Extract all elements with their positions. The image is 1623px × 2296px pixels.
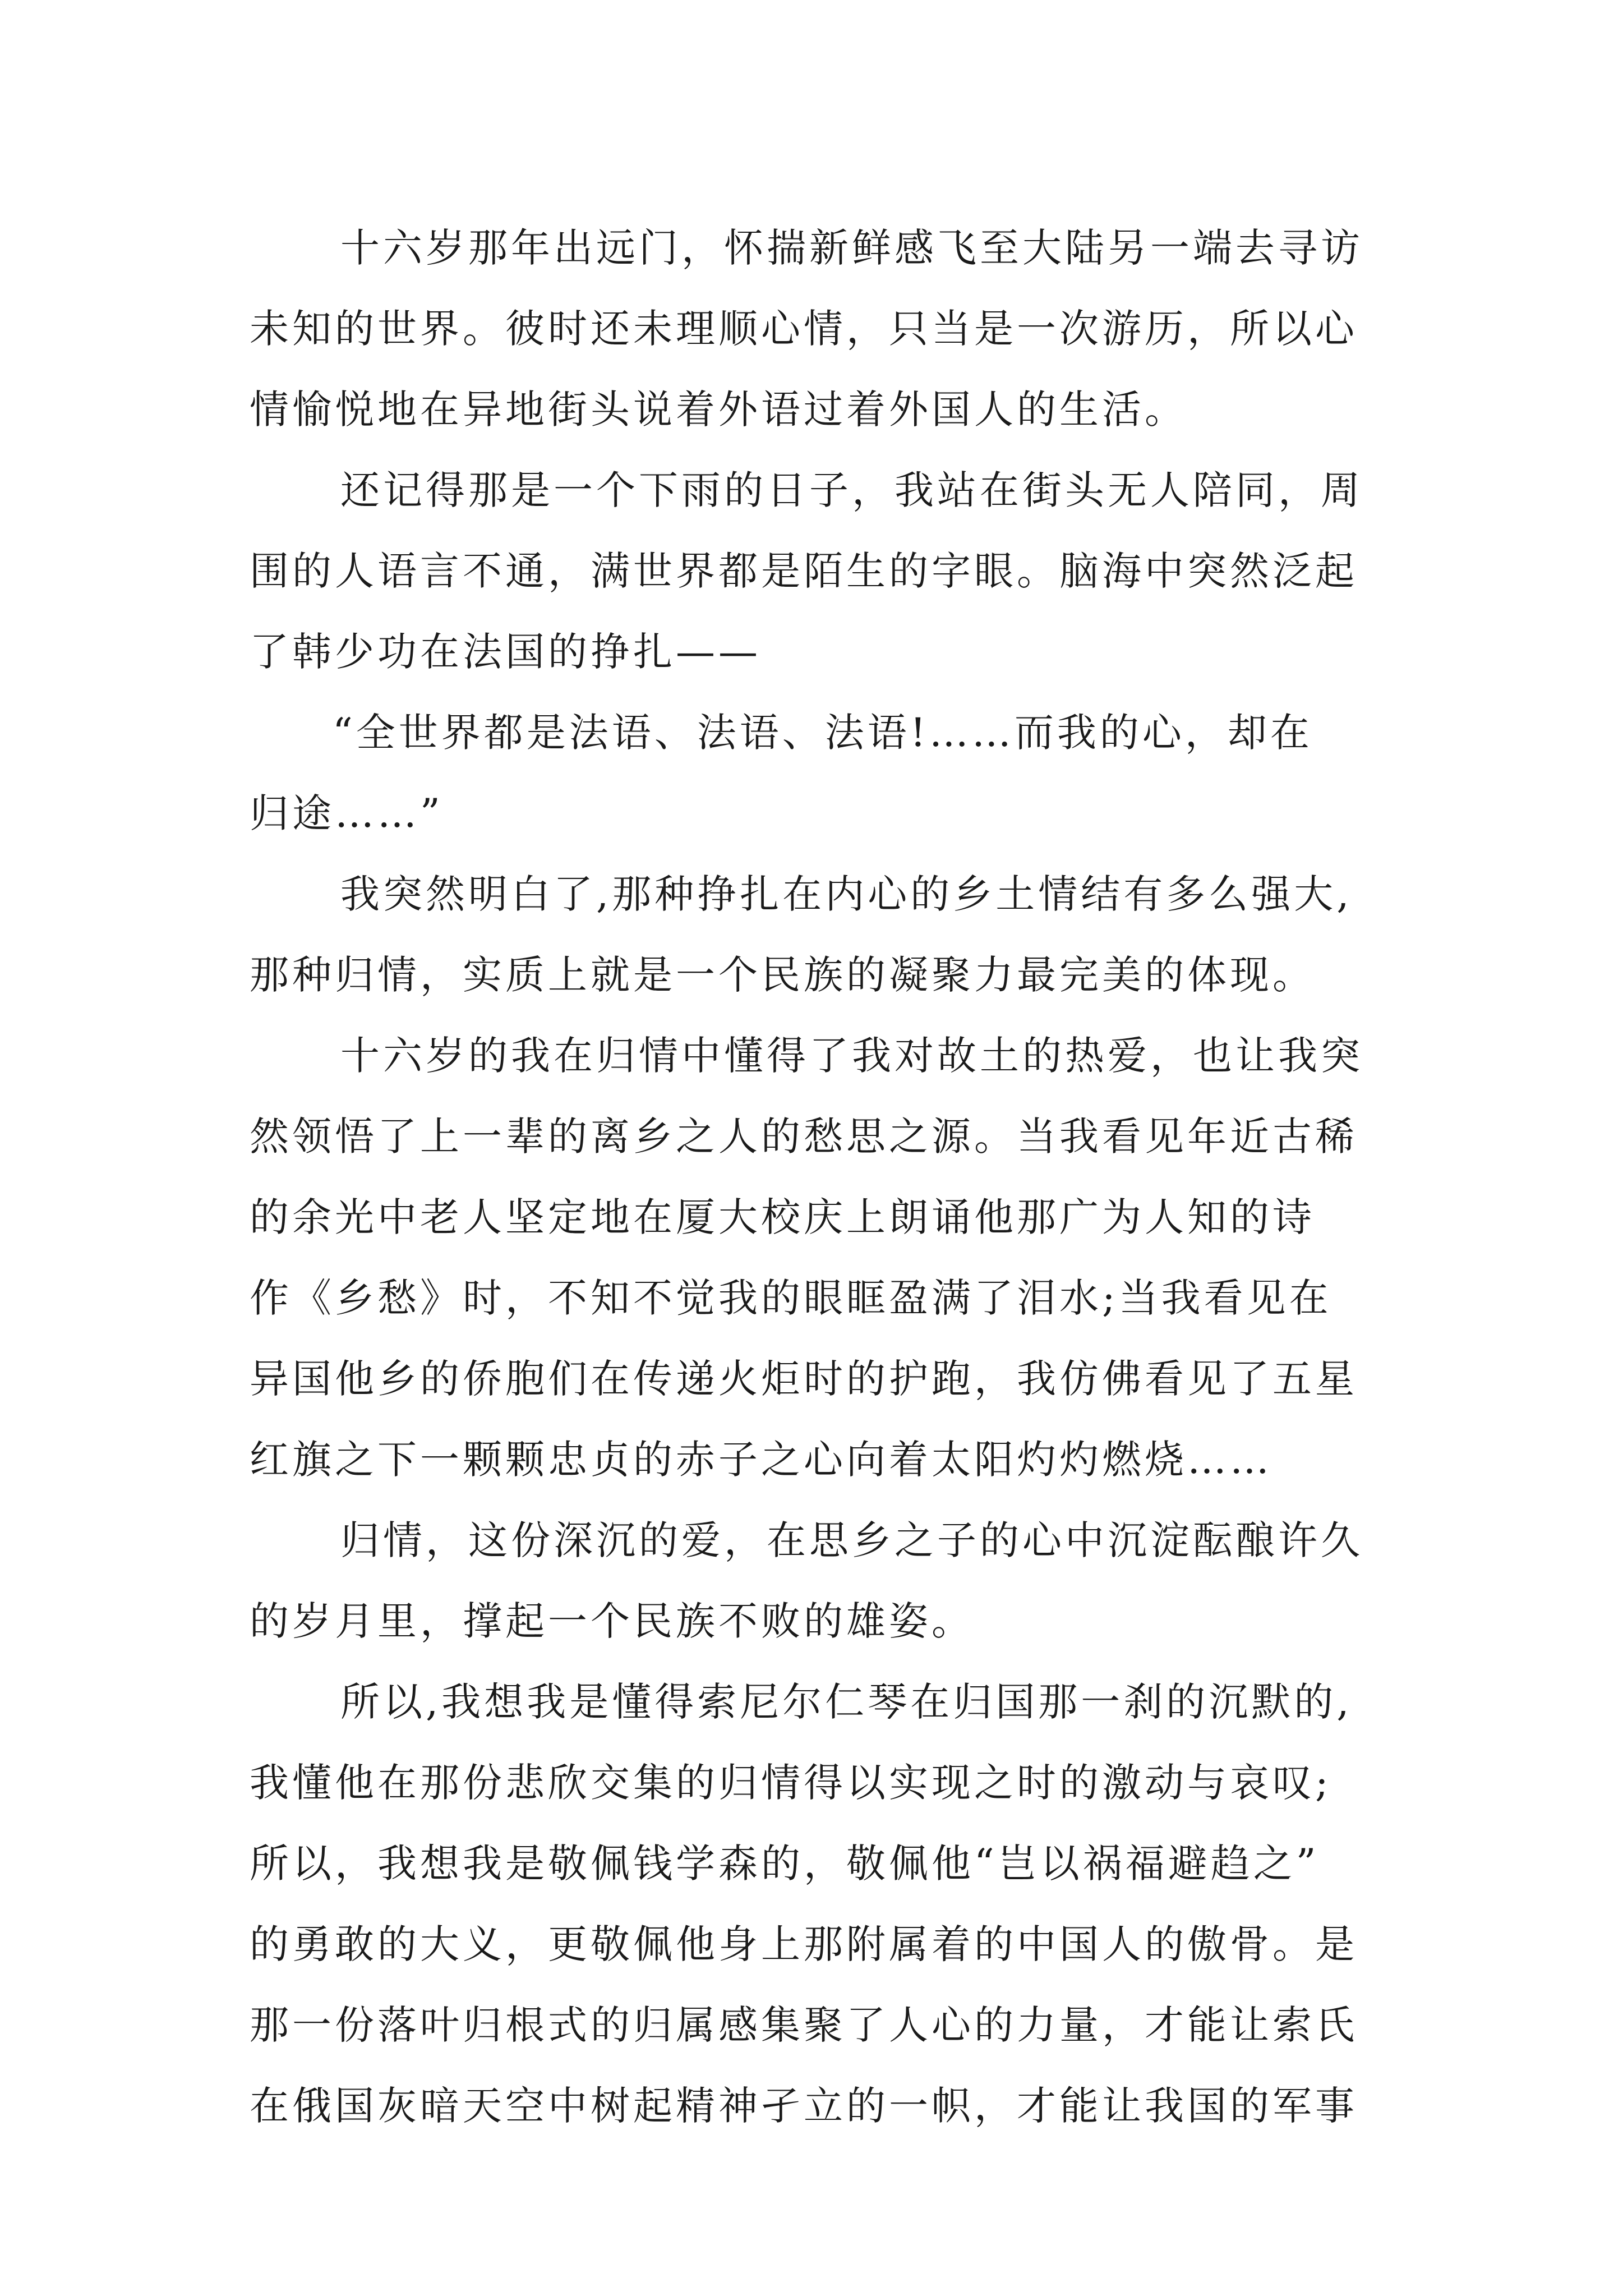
paragraph-4-line-1: 十六岁的我在归情中懂得了我对故土的热爱，也让我突	[340, 1033, 1363, 1079]
paragraph-6-line-6: 在俄国灰暗天空中树起精神孑立的一帜，才能让我国的军事	[250, 2083, 1358, 2129]
essay-body	[250, 208, 1394, 2146]
paragraph-4-line-6: 红旗之下一颗颗忠贞的赤子之心向着太阳灼灼燃烧……	[250, 1437, 1272, 1483]
paragraph-2-line-3: 了韩少功在法国的挣扎——	[250, 629, 761, 675]
paragraph-3-line-2: 那种归情，实质上就是一个民族的凝聚力最完美的体现。	[250, 952, 1315, 998]
paragraph-1-line-2: 未知的世界。彼时还未理顺心情，只当是一次游历，所以心	[250, 306, 1358, 352]
paragraph-4-line-2: 然领悟了上一辈的离乡之人的愁思之源。当我看见年近古稀	[250, 1114, 1358, 1159]
paragraph-1-line-1: 十六岁那年出远门，怀揣新鲜感飞至大陆另一端去寻访	[340, 225, 1363, 271]
paragraph-4-line-3: 的余光中老人坚定地在厦大校庆上朗诵他那广为人知的诗	[250, 1194, 1315, 1240]
paragraph-2-line-2: 围的人语言不通，满世界都是陌生的字眼。脑海中突然泛起	[250, 548, 1358, 594]
paragraph-5-line-2: 的岁月里，撑起一个民族不败的雄姿。	[250, 1598, 974, 1644]
paragraph-6-line-4: 的勇敢的大义，更敬佩他身上那附属着的中国人的傲骨。是	[250, 1921, 1358, 1967]
paragraph-1-line-3: 情愉悦地在异地街头说着外语过着外国人的生活。	[250, 386, 1187, 432]
paragraph-2-line-1: 还记得那是一个下雨的日子，我站在街头无人陪同，周	[340, 467, 1363, 513]
paragraph-4-line-4: 作《乡愁》时，不知不觉我的眼眶盈满了泪水;当我看见在	[250, 1275, 1332, 1321]
paragraph-4-line-5: 异国他乡的侨胞们在传递火炬时的护跑，我仿佛看见了五星	[250, 1356, 1358, 1402]
quote-line-2: 归途……”	[250, 790, 444, 836]
quote-line-1: “全世界都是法语、法语、法语!……而我的心，却在	[333, 710, 1313, 756]
paragraph-6-line-2: 我懂他在那份悲欣交集的归情得以实现之时的激动与哀叹;	[250, 1760, 1332, 1806]
paragraph-6-line-5: 那一份落叶归根式的归属感集聚了人心的力量，才能让索氏	[250, 2002, 1358, 2048]
paragraph-5-line-1: 归情，这份深沉的爱，在思乡之子的心中沉淀酝酿许久	[340, 1517, 1363, 1563]
paragraph-6-line-3: 所以，我想我是敬佩钱学森的，敬佩他“岂以祸福避趋之”	[250, 1841, 1320, 1887]
paragraph-6-line-1: 所以,我想我是懂得索尼尔仁琴在归国那一刹的沉默的,	[340, 1679, 1353, 1725]
paragraph-3-line-1: 我突然明白了,那种挣扎在内心的乡土情结有多么强大,	[340, 871, 1353, 917]
